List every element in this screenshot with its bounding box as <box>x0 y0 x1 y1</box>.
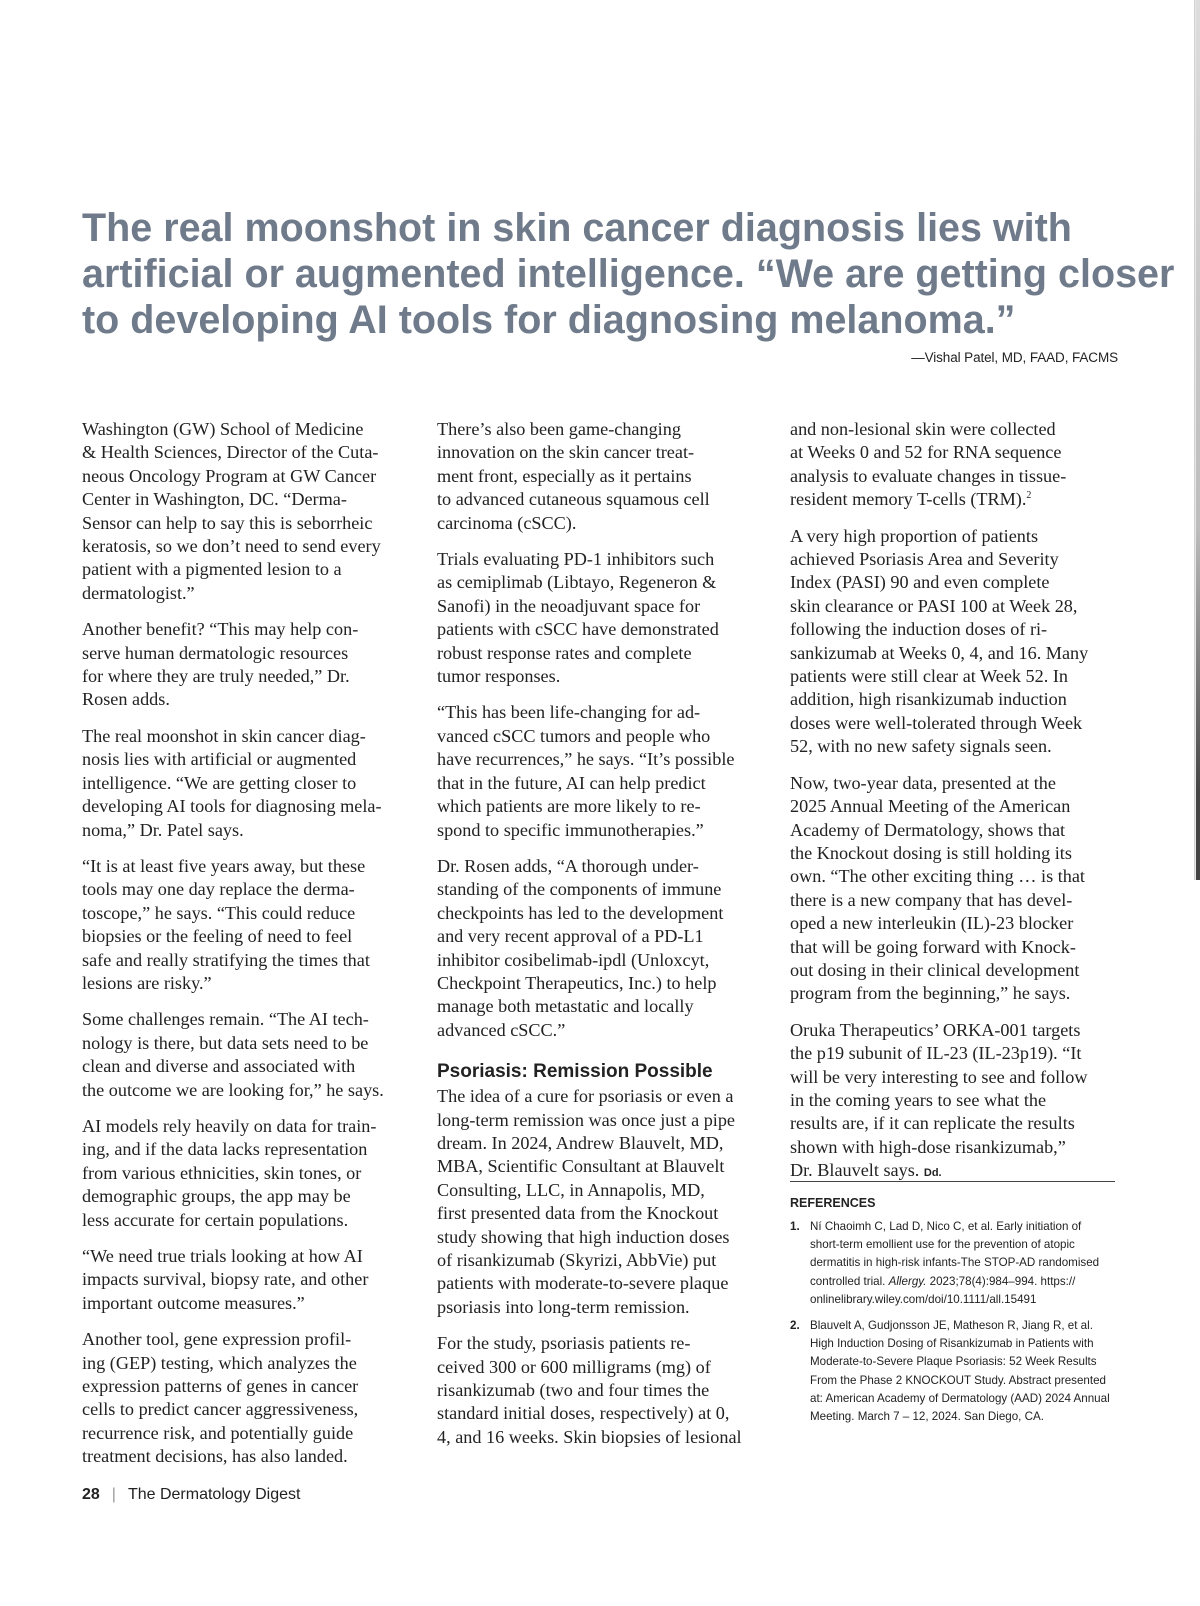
text-line: impacts survival, biopsy rate, and other <box>82 1269 369 1290</box>
text-line: Meeting. March 7 – 12, 2024. San Diego, CA. <box>810 1410 1044 1424</box>
reference-item <box>790 1218 1115 1309</box>
paragraph <box>82 1008 404 1102</box>
text-line: risankizumab (two and four times the <box>437 1380 710 1401</box>
text-line: Rosen adds. <box>82 689 170 710</box>
paragraph <box>437 548 759 688</box>
text-line: first presented data from the Knockout <box>437 1203 719 1224</box>
paragraph <box>82 1245 404 1315</box>
text-line: oped a new interleukin (IL)-23 blocker <box>790 913 1074 934</box>
text-fragment: resident memory T-cells (TRM). <box>790 489 1027 510</box>
text-line: There’s also been game-changing <box>437 419 681 439</box>
text-fragment: controlled trial. <box>810 1274 889 1288</box>
text-line: Washington (GW) School of Medicine <box>82 419 364 439</box>
text-line: from various ethnicities, skin tones, or <box>82 1162 362 1183</box>
text-line: For the study, psoriasis patients re- <box>437 1333 691 1354</box>
text-line: ing (GEP) testing, which analyzes the <box>82 1352 357 1373</box>
text-fragment: Dr. Blauvelt says. <box>790 1160 920 1181</box>
text-line: demographic groups, the app may be <box>82 1186 351 1207</box>
text-line: 52, with no new safety signals seen. <box>790 736 1052 757</box>
text-line: “This has been life-changing for ad- <box>437 702 701 723</box>
page-edge-rule <box>1194 0 1200 880</box>
text-line: of risankizumab (Skyrizi, AbbVie) put <box>437 1250 717 1270</box>
text-line: neous Oncology Program at GW Cancer <box>82 465 377 486</box>
text-line: following the induction doses of ri- <box>790 619 1048 640</box>
text-line: keratosis, so we don’t need to send every <box>82 536 381 557</box>
text-line: which patients are more likely to re- <box>437 796 701 817</box>
text-line: for where they are truly needed,” Dr. <box>82 666 350 687</box>
text-line: noma,” Dr. Patel says. <box>82 819 244 840</box>
text-line: will be very interesting to see and follow <box>790 1066 1088 1087</box>
paragraph <box>437 855 759 1042</box>
text-line: the Knockout dosing is still holding its <box>790 842 1072 863</box>
text-line: spond to specific immunotherapies.” <box>437 819 704 840</box>
text-line: patient with a pigmented lesion to a <box>82 559 342 580</box>
text-line: manage both metastatic and locally <box>437 996 694 1017</box>
text-line: nosis lies with artificial or augmented <box>82 749 357 770</box>
text-line: “We need true trials looking at how AI <box>82 1246 363 1266</box>
text-line <box>810 1273 1115 1291</box>
text-line: Center in Washington, DC. “Derma- <box>82 489 347 510</box>
text-line: Oruka Therapeutics’ ORKA-001 targets <box>790 1019 1081 1040</box>
text-line: serve human dermatologic resources <box>82 642 349 663</box>
paragraph <box>82 1115 404 1232</box>
text-line: “It is at least five years away, but these <box>82 855 366 876</box>
text-line: toscope,” he says. “This could reduce <box>82 902 356 923</box>
text-line: ceived 300 or 600 milligrams (mg) of <box>437 1356 711 1377</box>
text-line: patients with moderate-to-severe plaque <box>437 1273 729 1294</box>
text-line: AI models rely heavily on data for train- <box>82 1115 377 1136</box>
article-column-1 <box>82 418 404 1482</box>
text-line: lesions are risky.” <box>82 972 212 993</box>
page-number: 28 <box>82 1486 100 1503</box>
text-line: Academy of Dermatology, shows that <box>790 819 1066 840</box>
text-line: checkpoints has led to the development <box>437 902 724 923</box>
paragraph <box>82 855 404 995</box>
pull-quote-line: The real moonshot in skin cancer diagnosis lies with <box>82 206 1072 250</box>
text-line: the outcome we are looking for,” he says. <box>82 1079 384 1100</box>
pull-quote-line: to developing AI tools for diagnosing melanoma.” <box>82 298 1016 342</box>
text-line: inhibitor cosibelimab-ipdl (Unloxcyt, <box>437 949 710 970</box>
text-line: Sensor can help to say this is seborrheic <box>82 512 373 533</box>
text-line: shown with high-dose risankizumab,” <box>790 1136 1066 1157</box>
text-line: developing AI tools for diagnosing mela- <box>82 796 382 817</box>
text-line: High Induction Dosing of Risankizumab in Patients with <box>810 1337 1094 1351</box>
text-line: dream. In 2024, Andrew Blauvelt, MD, <box>437 1132 724 1153</box>
text-line: achieved Psoriasis Area and Severity <box>790 549 1059 570</box>
text-line: robust response rates and complete <box>437 642 692 663</box>
text-line: nology is there, but data sets need to be <box>82 1032 369 1053</box>
text-line: out dosing in their clinical development <box>790 959 1080 980</box>
text-line: carcinoma (cSCC). <box>437 512 577 533</box>
text-line: Trials evaluating PD-1 inhibitors such <box>437 549 715 570</box>
text-line: study showing that high induction doses <box>437 1226 730 1247</box>
reference-item <box>790 1317 1115 1426</box>
reference-number: 1. <box>790 1220 800 1233</box>
text-line: clean and diverse and associated with <box>82 1056 356 1077</box>
text-line: ing, and if the data lacks representation <box>82 1139 368 1160</box>
references-section <box>790 1181 1115 1434</box>
text-line: at: American Academy of Dermatology (AAD) 2024 Annual <box>810 1391 1110 1405</box>
text-line: MBA, Scientific Consultant at Blauvelt <box>437 1156 725 1177</box>
paragraph <box>790 418 1112 512</box>
pull-quote-line: artificial or augmented intelligence. “We are getting closer <box>82 252 1175 296</box>
page-footer <box>82 1486 300 1504</box>
paragraph <box>790 772 1112 1006</box>
text-line: From the Phase 2 KNOCKOUT Study. Abstract presented <box>810 1373 1106 1387</box>
text-line: the p19 subunit of IL-23 (IL-23p19). “It <box>790 1043 1082 1064</box>
text-line: expression patterns of genes in cancer <box>82 1376 359 1397</box>
text-line: & Health Sciences, Director of the Cuta- <box>82 442 379 463</box>
text-line: doses were well-tolerated through Week <box>790 712 1083 733</box>
text-line: Ní Chaoimh C, Lad D, Nico C, et al. Early initiation of <box>810 1220 1082 1233</box>
text-line: biopsies or the feeling of need to feel <box>82 926 353 947</box>
text-line: important outcome measures.” <box>82 1292 305 1313</box>
text-line: recurrence risk, and potentially guide <box>82 1422 354 1443</box>
text-line: 2025 Annual Meeting of the American <box>790 796 1071 817</box>
text-line: Index (PASI) 90 and even complete <box>790 572 1050 593</box>
text-line: short-term emollient use for the prevention of atopic <box>810 1238 1075 1252</box>
text-line: and non-lesional skin were collected <box>790 419 1056 439</box>
text-line: Blauvelt A, Gudjonsson JE, Matheson R, Jiang R, et al. <box>810 1319 1093 1333</box>
text-line: Consulting, LLC, in Annapolis, MD, <box>437 1179 705 1200</box>
text-line: at Weeks 0 and 52 for RNA sequence <box>790 442 1062 463</box>
pull-quote <box>82 205 1175 343</box>
text-line: that will be going forward with Knock- <box>790 936 1076 957</box>
text-line: vanced cSCC tumors and people who <box>437 725 711 746</box>
text-line: tumor responses. <box>437 666 561 687</box>
publication-name: The Dermatology Digest <box>127 1486 301 1503</box>
text-line: and very recent approval of a PD-L1 <box>437 926 704 947</box>
text-line: as cemiplimab (Libtayo, Regeneron & <box>437 572 717 593</box>
text-line: dermatitis in high-risk infants-The STOP-AD randomised <box>810 1256 1100 1270</box>
text-line: results are, if it can replicate the results <box>790 1113 1075 1134</box>
article-column-3 <box>790 418 1112 1199</box>
text-line: tools may one day replace the derma- <box>82 879 355 900</box>
text-line: have recurrences,” he says. “It’s possible <box>437 749 735 770</box>
text-line: in the coming years to see what the <box>790 1089 1047 1110</box>
paragraph <box>437 1332 759 1449</box>
paragraph <box>437 1085 759 1319</box>
text-line: patients were still clear at Week 52. In <box>790 666 1068 687</box>
text-line: Some challenges remain. “The AI tech- <box>82 1009 369 1030</box>
end-mark-logo: Dd. <box>923 1167 942 1180</box>
footer-separator: | <box>111 1486 116 1503</box>
paragraph <box>82 725 404 842</box>
text-line: sankizumab at Weeks 0, 4, and 16. Many <box>790 642 1089 663</box>
text-line: less accurate for certain populations. <box>82 1209 349 1230</box>
text-line: treatment decisions, has also landed. <box>82 1446 348 1467</box>
text-line: intelligence. “We are getting closer to <box>82 772 357 793</box>
reference-link[interactable]: onlinelibrary.wiley.com/doi/10.1111/all.15491 <box>810 1292 1037 1306</box>
text-line: that in the future, AI can help predict <box>437 772 706 793</box>
text-line: Sanofi) in the neoadjuvant space for <box>437 595 701 616</box>
text-line: ment front, especially as it pertains <box>437 465 692 486</box>
text-line <box>790 488 1112 511</box>
text-line: innovation on the skin cancer treat- <box>437 442 695 463</box>
text-line: addition, high risankizumab induction <box>790 689 1067 710</box>
text-line: analysis to evaluate changes in tissue- <box>790 465 1067 486</box>
text-line: safe and really stratifying the times that <box>82 949 370 970</box>
paragraph <box>437 418 759 535</box>
reference-number: 2. <box>790 1319 800 1333</box>
text-line: standing of the components of immune <box>437 879 722 900</box>
text-line: Now, two-year data, presented at the <box>790 772 1056 793</box>
section-subhead: Psoriasis: Remission Possible <box>437 1061 713 1083</box>
text-line: Dr. Rosen adds, “A thorough under- <box>437 855 699 876</box>
paragraph <box>790 1019 1112 1186</box>
text-line: A very high proportion of patients <box>790 525 1039 546</box>
pull-quote-attribution: —Vishal Patel, MD, FAAD, FACMS <box>911 350 1118 365</box>
text-line: Another tool, gene expression profil- <box>82 1329 352 1350</box>
text-line: long-term remission was once just a pipe <box>437 1109 736 1130</box>
text-line: program from the beginning,” he says. <box>790 983 1071 1004</box>
text-line: The real moonshot in skin cancer diag- <box>82 725 366 746</box>
text-line: The idea of a cure for psoriasis or even a <box>437 1086 734 1107</box>
text-line: psoriasis into long-term remission. <box>437 1296 690 1317</box>
paragraph <box>82 418 404 605</box>
text-line: to advanced cutaneous squamous cell <box>437 489 710 510</box>
text-line: skin clearance or PASI 100 at Week 28, <box>790 595 1078 616</box>
text-line: own. “The other exciting thing … is that <box>790 866 1085 887</box>
paragraph <box>82 618 404 712</box>
text-line: advanced cSCC.” <box>437 1019 566 1040</box>
article-column-2 <box>437 418 759 1462</box>
references-heading: REFERENCES <box>790 1196 876 1210</box>
text-line: 4, and 16 weeks. Skin biopsies of lesional <box>437 1426 742 1447</box>
paragraph <box>82 1328 404 1468</box>
text-fragment: 2023;78(4):984–994. https:// <box>926 1274 1076 1288</box>
text-line: dermatologist.” <box>82 582 195 603</box>
journal-name: Allergy. <box>888 1274 927 1288</box>
paragraph <box>790 525 1112 759</box>
text-line: standard initial doses, respectively) at 0, <box>437 1403 730 1424</box>
text-line: patients with cSCC have demonstrated <box>437 619 719 640</box>
text-line: cells to predict cancer aggressiveness, <box>82 1399 359 1420</box>
text-line: Checkpoint Therapeutics, Inc.) to help <box>437 972 717 993</box>
citation-superscript: 2 <box>1026 490 1032 502</box>
text-line: Moderate-to-Severe Plaque Psoriasis: 52 Week Results <box>810 1355 1097 1369</box>
text-line: there is a new company that has devel- <box>790 889 1073 910</box>
paragraph <box>437 701 759 841</box>
text-line: Another benefit? “This may help con- <box>82 619 359 640</box>
